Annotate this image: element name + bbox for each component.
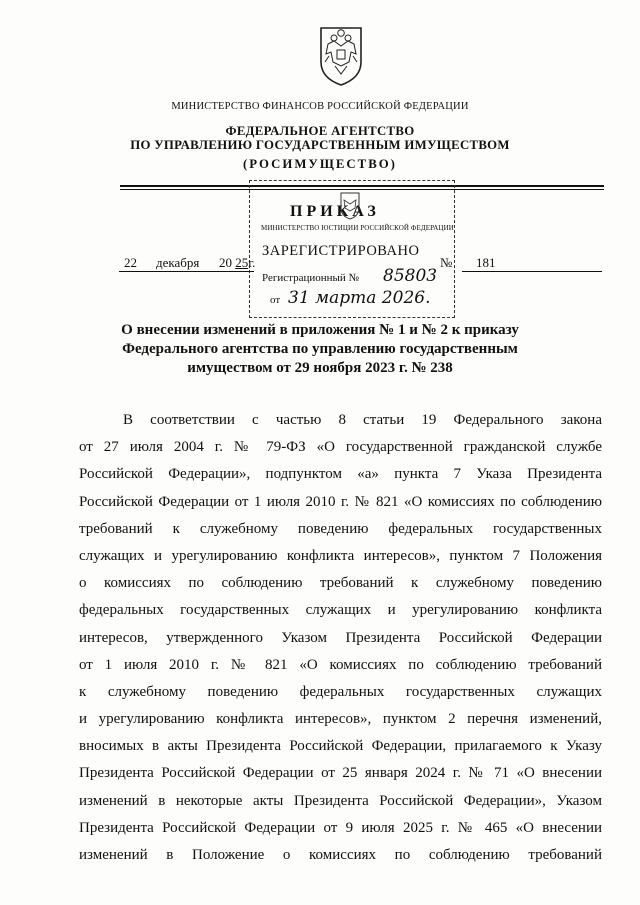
body-line: служащих и урегулированию конфликта интересов», пунктом 7 Положения (79, 547, 602, 564)
body-line: интересов, утвержденного Указом Президента Российской Федерации (79, 629, 602, 646)
order-date-month: декабря (156, 255, 200, 270)
body-line: изменений в Положение о комиссиях по соблюдению требований (79, 847, 602, 863)
order-subject (0, 321, 640, 378)
ministry-name: МИНИСТЕРСТВО ФИНАНСОВ РОССИЙСКОЙ ФЕДЕРАЦИИ (171, 101, 469, 112)
body-line: о комиссиях по соблюдению требований к служебному поведению (79, 575, 602, 592)
stamp-emblem-icon (338, 190, 362, 220)
order-date-year-g: г. (248, 255, 256, 270)
agency-name-line1: ФЕДЕРАЛЬНОЕ АГЕНТСТВО (225, 124, 415, 138)
body-line: требований к служебному поведению федеральных государственных (79, 520, 602, 537)
date-underline (119, 271, 254, 272)
body-line: федеральных государственных служащих и урегулированию конфликта (79, 602, 602, 619)
body-line: В соответствии с частью 8 статьи 19 Федерального закона (123, 412, 602, 428)
stamp-header: МИНИСТЕРСТВО ЮСТИЦИИ РОССИЙСКОЙ ФЕДЕРАЦИИ (261, 224, 454, 232)
body-line: и урегулированию конфликта интересов», пунктом 2 перечня изменений, (79, 711, 602, 728)
order-subject-line2: Федерального агентства по управлению государственным (122, 341, 518, 357)
agency-name (0, 124, 640, 152)
body-line: Президента Российской Федерации от 25 января 2024 г. № 71 «О внесении (79, 765, 602, 782)
order-title: ПРИКАЗ (290, 203, 380, 220)
state-emblem-icon (315, 22, 367, 88)
body-line: вносимых в акты Президента Российской Федерации, прилагаемого к Указу (79, 738, 602, 755)
order-date-year-prefix: 20 (219, 255, 232, 270)
stamp-reg-label: Регистрационный № (262, 272, 360, 284)
stamp-registered: ЗАРЕГИСТРИРОВАНО (262, 243, 420, 259)
body-line: от 27 июля 2004 г. № 79-ФЗ «О государственной гражданской службе (79, 439, 602, 456)
order-number: 181 (476, 255, 496, 270)
stamp-date-value: 31 марта 2026. (288, 288, 431, 308)
body-line: изменений в некоторые акты Президента Российской Федерации», Указом (79, 792, 602, 809)
order-subject-line1: О внесении изменений в приложения № 1 и № 2 к приказу (121, 322, 519, 338)
number-underline (462, 271, 602, 272)
order-date-year (219, 255, 255, 271)
order-date-day: 22 (124, 255, 137, 270)
body-line: Российской Федерации от 1 июля 2010 г. № 821 «О комиссиях по соблюдению (79, 493, 602, 510)
body-line: к служебному поведению федеральных государственных служащих (79, 683, 602, 700)
body-line: от 1 июля 2010 г. № 821 «О комиссиях по соблюдению требований (79, 656, 602, 673)
body-line: Российской Федерации», подпунктом «а» пункта 7 Указа Президента (79, 466, 602, 483)
order-date-year-suffix: 25 (235, 255, 249, 270)
agency-name-line2: ПО УПРАВЛЕНИЮ ГОСУДАРСТВЕННЫМ ИМУЩЕСТВОМ (130, 138, 510, 152)
stamp-date-prefix: от (270, 294, 281, 306)
stamp-reg-number: 85803 (383, 266, 438, 286)
order-subject-line3: имуществом от 29 ноября 2023 г. № 238 (187, 360, 453, 376)
agency-abbreviation: (РОСИМУЩЕСТВО) (243, 157, 397, 171)
order-body (79, 407, 602, 869)
order-number-sign: № (440, 255, 453, 270)
body-line: Президента Российской Федерации от 9 июля 2025 г. № 465 «О внесении (79, 819, 602, 836)
